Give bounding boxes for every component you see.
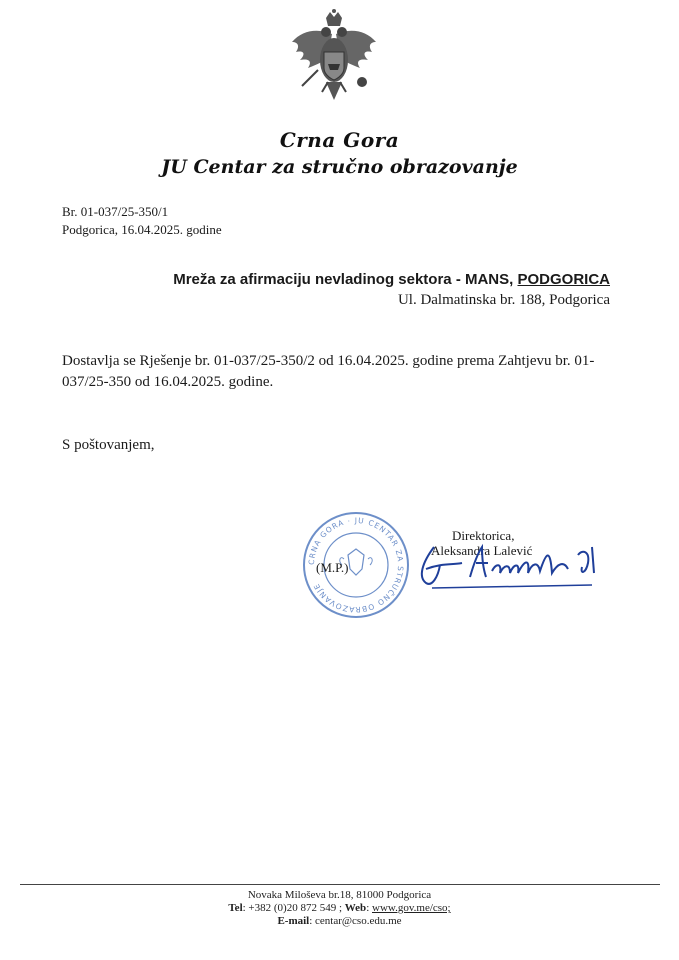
footer-address: Novaka Miloševa br.18, 81000 Podgorica	[247, 889, 432, 901]
recipient-name	[90, 271, 610, 288]
footer-tel-value: : +382 (0)20 872 549 ;	[242, 902, 345, 914]
recipient-organization: Mreža za afirmaciju nevladinog sektora - MANS,	[173, 271, 518, 288]
body-line-1: Dostavlja se Rješenje br. 01-037/25-350/2 od 16.04.2025. godine prema Zahtjevu br. 01-	[62, 353, 595, 369]
closing-salutation: S poštovanjem,	[62, 437, 155, 453]
header-country: Crna Gora	[279, 128, 400, 152]
footer-tel-label: Tel	[228, 902, 243, 914]
footer-web-link[interactable]: www.gov.me/cso;	[372, 902, 451, 914]
recipient-city: PODGORICA	[517, 271, 610, 288]
footer-email-value[interactable]: centar@cso.edu.me	[315, 915, 402, 927]
body-line-2: 037/25-350 od 16.04.2025. godine.	[62, 374, 274, 390]
header-institution: JU Centar za stručno obrazovanje	[161, 156, 518, 178]
coat-of-arms-emblem	[288, 8, 380, 118]
footer-email: E-mail: centar@cso.edu.me	[277, 915, 402, 927]
reference-number: Br. 01-037/25-350/1	[62, 204, 169, 219]
reference-date: Podgorica, 16.04.2025. godine	[62, 222, 222, 237]
footer-contact: Tel: +382 (0)20 872 549 ; Web: www.gov.me/cso;	[228, 902, 451, 914]
stamp-ring-text: CRNA GORA · JU CENTAR ZA STRUČNO OBRAZOVANJE	[306, 515, 406, 615]
seal-mark: (M.P.)	[316, 560, 349, 575]
footer-email-label: E-mail	[277, 915, 310, 927]
footer-web-label: Web	[344, 902, 367, 914]
recipient-address: Ul. Dalmatinska br. 188, Podgorica	[397, 292, 610, 308]
footer-divider	[20, 884, 660, 885]
handwritten-signature	[412, 533, 602, 593]
signatory-name: Aleksandra Lalević	[431, 543, 533, 558]
signatory-title: Direktorica,	[452, 528, 515, 543]
